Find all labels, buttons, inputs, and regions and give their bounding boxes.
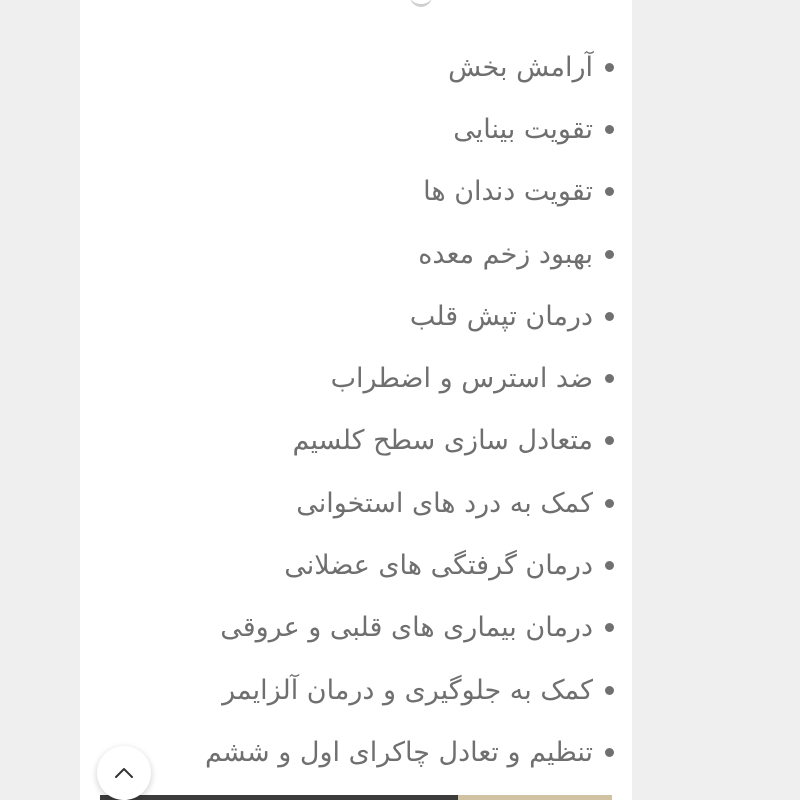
bullet-dot-icon <box>605 561 614 570</box>
bullet-dot-icon <box>605 125 614 134</box>
benefit-item <box>94 161 614 223</box>
benefit-item <box>94 347 614 409</box>
benefit-text: تنظیم و تعادل چاکرای اول و ششم <box>204 736 593 768</box>
benefit-text: کمک به جلوگیری و درمان آلزایمر <box>222 674 593 706</box>
benefits-list <box>94 36 614 784</box>
benefit-item <box>94 659 614 721</box>
benefit-text: درمان بیماری های قلبی و عروقی <box>220 612 593 644</box>
benefit-item <box>94 410 614 472</box>
benefit-item <box>94 597 614 659</box>
benefit-text: درمان تپش قلب <box>409 300 593 332</box>
bullet-dot-icon <box>605 374 614 383</box>
benefit-text: تقویت دندان ها <box>423 176 593 208</box>
benefit-item <box>94 472 614 534</box>
benefit-text: متعادل سازی سطح کلسیم <box>292 425 593 457</box>
content-card <box>80 0 632 800</box>
bullet-dot-icon <box>605 436 614 445</box>
bullet-dot-icon <box>605 63 614 72</box>
benefit-text: بهبود زخم معده <box>418 238 593 270</box>
benefit-text: کمک به درد های استخوانی <box>296 487 593 519</box>
benefit-item <box>94 223 614 285</box>
next-section-image-highlight <box>458 795 612 800</box>
heading-glyph-fragment <box>410 0 432 7</box>
benefit-item <box>94 98 614 160</box>
bullet-dot-icon <box>605 686 614 695</box>
bullet-dot-icon <box>605 748 614 757</box>
bullet-dot-icon <box>605 250 614 259</box>
benefit-text: درمان گرفتگی های عضلانی <box>284 550 593 582</box>
benefit-item <box>94 36 614 98</box>
bullet-dot-icon <box>605 499 614 508</box>
benefit-item <box>94 721 614 783</box>
chevron-up-icon <box>114 767 134 779</box>
benefit-text: تقویت بینایی <box>453 113 593 145</box>
bullet-dot-icon <box>605 623 614 632</box>
benefit-text: آرامش بخش <box>448 51 593 83</box>
back-to-top-button[interactable] <box>97 746 151 800</box>
bullet-dot-icon <box>605 187 614 196</box>
bullet-dot-icon <box>605 312 614 321</box>
benefit-item <box>94 534 614 596</box>
benefit-item <box>94 285 614 347</box>
benefit-text: ضد استرس و اضطراب <box>330 363 593 395</box>
